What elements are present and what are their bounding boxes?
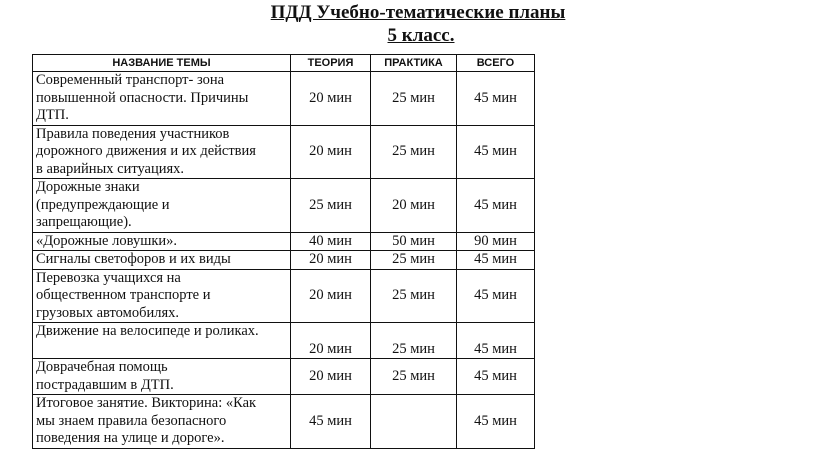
theory-cell: 20 мин [291, 125, 371, 179]
table-row [33, 395, 535, 449]
theory-cell: 20 мин [291, 269, 371, 323]
practice-cell: 25 мин [371, 251, 457, 270]
topic-line: поведения на улице и дороге». [36, 430, 225, 446]
topic-line: Перевозка учащихся на [36, 269, 181, 286]
practice-cell: 50 мин [371, 232, 457, 251]
theory-cell: 20 мин [291, 323, 371, 359]
topic-line: общественном транспорте и [36, 287, 211, 303]
page-title: ПДД Учебно-тематические планы [270, 2, 566, 23]
header-total: ВСЕГО [457, 55, 535, 72]
topic-line: Дорожные знаки [36, 179, 140, 195]
topic-cell [33, 125, 291, 179]
theory-cell: 45 мин [291, 395, 371, 449]
topic-line: повышенной опасности. Причины [36, 89, 249, 106]
topic-line: «Дорожные ловушки». [36, 232, 178, 249]
practice-cell [371, 395, 457, 449]
topic-cell [33, 251, 291, 270]
topic-line: пострадавшим в ДТП. [36, 376, 174, 393]
topic-cell [33, 323, 291, 359]
theory-cell: 40 мин [291, 232, 371, 251]
header-practice: ПРАКТИКА [371, 55, 457, 72]
theory-cell: 20 мин [291, 72, 371, 126]
topic-line: ДТП. [36, 107, 69, 123]
total-cell: 90 мин [457, 232, 535, 251]
topic-line: Сигналы светофоров и их виды [36, 251, 231, 267]
topic-line [36, 341, 287, 359]
topic-line: Правила поведения участников [36, 125, 230, 142]
table-row [33, 72, 535, 126]
topic-cell [33, 359, 291, 395]
total-cell: 45 мин [457, 359, 535, 395]
practice-cell: 25 мин [371, 72, 457, 126]
table-row [33, 232, 535, 251]
total-cell: 45 мин [457, 179, 535, 233]
curriculum-table [32, 54, 535, 449]
topic-line: Движение на велосипеде и роликах. [36, 323, 259, 339]
page-subtitle: 5 класс. [387, 25, 455, 46]
table-row [33, 251, 535, 270]
practice-cell: 20 мин [371, 179, 457, 233]
total-cell: 45 мин [457, 323, 535, 359]
total-cell: 45 мин [457, 251, 535, 270]
total-cell: 45 мин [457, 125, 535, 179]
topic-line: в аварийных ситуациях. [36, 160, 185, 177]
topic-line: грузовых автомобилях. [36, 304, 179, 321]
topic-line: мы знаем правила безопасного [36, 412, 227, 429]
topic-cell [33, 232, 291, 251]
practice-cell: 25 мин [371, 125, 457, 179]
table-row [33, 359, 535, 395]
practice-cell: 25 мин [371, 269, 457, 323]
table-row [33, 179, 535, 233]
topic-cell [33, 179, 291, 233]
table-row [33, 269, 535, 323]
total-cell: 45 мин [457, 269, 535, 323]
topic-line: (предупреждающие и [36, 196, 170, 213]
theory-cell: 20 мин [291, 359, 371, 395]
topic-line: Доврачебная помощь [36, 359, 168, 375]
theory-cell: 20 мин [291, 251, 371, 270]
theory-cell: 25 мин [291, 179, 371, 233]
topic-cell [33, 269, 291, 323]
topic-line: Современный транспорт- зона [36, 72, 225, 88]
topic-cell [33, 395, 291, 449]
topic-line: дорожного движения и их действия [36, 143, 256, 159]
topic-line: Итоговое занятие. Викторина: «Как [36, 395, 257, 411]
header-topic: НАЗВАНИЕ ТЕМЫ [33, 55, 291, 72]
topic-cell [33, 72, 291, 126]
total-cell: 45 мин [457, 72, 535, 126]
topic-line: запрещающие). [36, 214, 132, 230]
table-header-row [33, 55, 535, 72]
table-row [33, 125, 535, 179]
practice-cell: 25 мин [371, 323, 457, 359]
total-cell: 45 мин [457, 395, 535, 449]
practice-cell: 25 мин [371, 359, 457, 395]
table-row [33, 323, 535, 359]
header-theory: ТЕОРИЯ [291, 55, 371, 72]
